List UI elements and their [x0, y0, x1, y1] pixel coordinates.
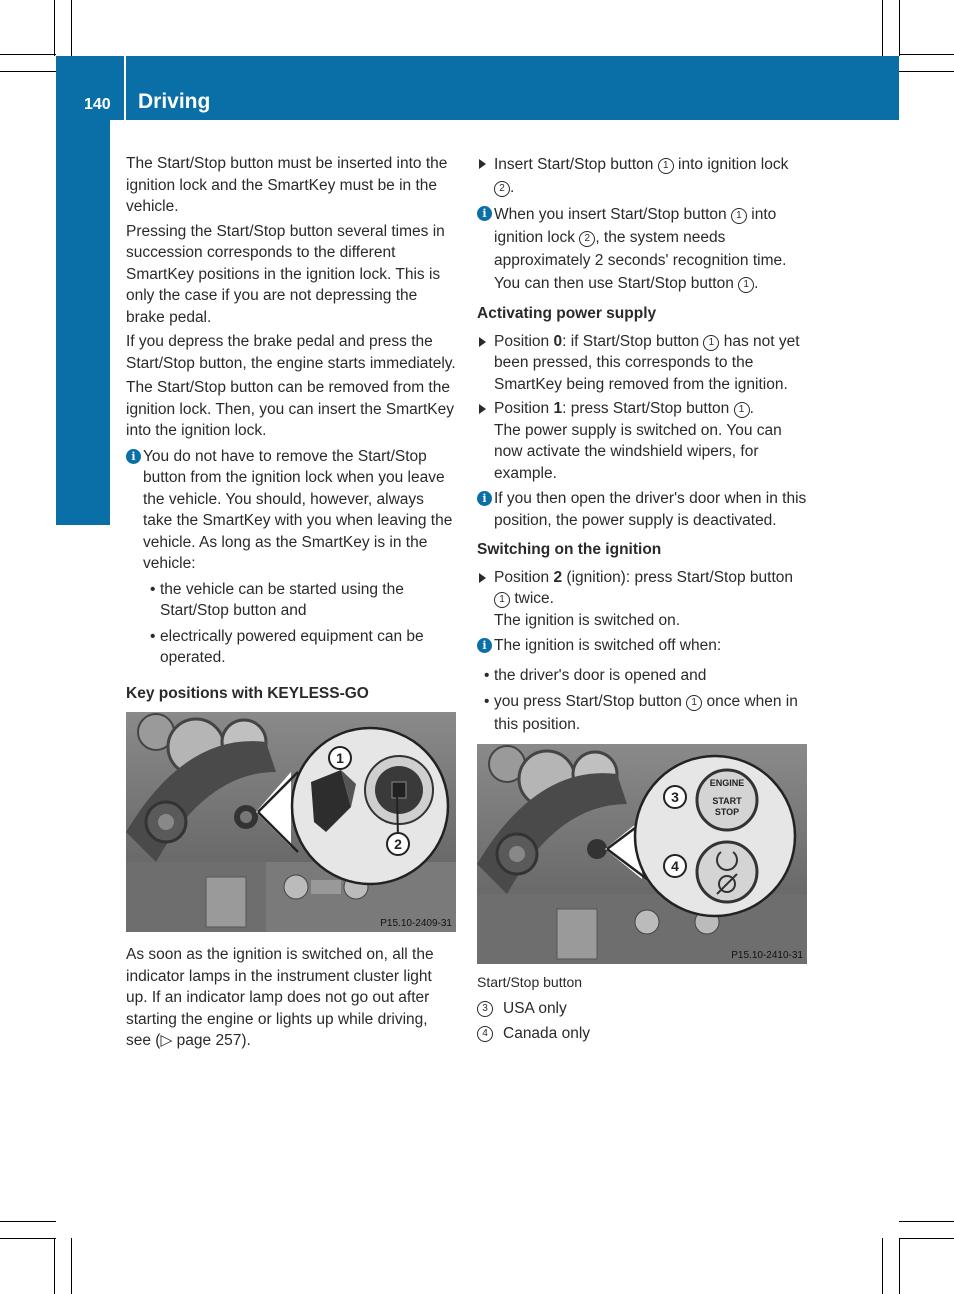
- step-text: Position: [494, 400, 550, 417]
- section-heading: Key positions with KEYLESS-GO: [126, 684, 369, 702]
- list-item: • the vehicle can be started using the Start/Stop button and: [150, 580, 404, 619]
- step-text: : if Start/Stop button: [562, 332, 700, 350]
- step-text: twice.: [514, 590, 554, 607]
- position-number: 2: [553, 568, 563, 586]
- marker-1-icon: 1: [494, 592, 510, 608]
- list-item-text: you press Start/Stop button: [494, 693, 682, 710]
- paragraph: Pressing the Start/Stop button several times in succession corresponds to the different SmartKey positions in the ignition lock. This is only the case if you are not depressing the brake pedal.: [126, 222, 445, 326]
- step-text: (ignition): press Start/Stop button: [566, 568, 793, 586]
- info-text: The ignition is switched off when:: [494, 637, 722, 654]
- step-text: Insert Start/Stop button: [494, 156, 654, 173]
- section-heading: Switching on the ignition: [477, 541, 662, 558]
- paragraph: As soon as the ignition is switched on, all the indicator lamps in the instrument cluster light up. If an indicator lamp does not go out after starting the engine or lights up while driving, see (▷ page 257).: [126, 946, 434, 1049]
- instruction-step: Position 1: press Start/Stop button 1 . The power supply is switched on. You can now activate the windshield wipers, for example.: [477, 398, 807, 484]
- step-arrow-icon: [479, 573, 486, 583]
- step-result: The power supply is switched on. You can now activate the windshield wipers, for example.: [494, 421, 782, 482]
- marker-1-icon: 1: [703, 335, 719, 351]
- marker-3: 3: [671, 789, 679, 805]
- info-icon: i: [477, 491, 492, 506]
- step-arrow-icon: [479, 159, 486, 169]
- list-item-text: the vehicle can be started using the Start/Stop button and: [160, 580, 404, 619]
- crop-mark: [0, 1221, 56, 1222]
- side-tab-label: Driving and parking: [69, 250, 96, 480]
- list-item-text: the driver's door is opened and: [494, 666, 707, 684]
- crop-mark: [899, 54, 954, 55]
- info-icon: i: [126, 449, 141, 464]
- start-stop-illustration: [477, 744, 807, 964]
- instruction-step: Insert Start/Stop button 1 into ignition lock 2 .: [477, 153, 807, 199]
- marker-1-icon: 1: [686, 695, 702, 711]
- legend-item: [477, 1023, 807, 1045]
- marker-1: 1: [336, 750, 344, 766]
- crop-mark: [882, 0, 883, 56]
- info-text: You do not have to remove the Start/Stop button from the ignition lock when you leave the vehicle. You should, however, always take the SmartKey with you when leaving the vehicle. As long as the SmartKey is in the vehicle:: [143, 447, 453, 572]
- step-text: Position: [494, 568, 550, 586]
- paragraph: The Start/Stop button must be inserted into the ignition lock and the SmartKey must be in the vehicle.: [126, 155, 448, 215]
- start-label: START: [712, 796, 742, 806]
- legend-item: [477, 998, 807, 1020]
- start-stop-figure: [477, 744, 807, 964]
- step-result: The ignition is switched on.: [494, 611, 681, 629]
- info-text: If you then open the driver's door when in this position, the power supply is deactivated.: [494, 490, 807, 529]
- list-item: • electrically powered equipment can be operated.: [150, 627, 424, 666]
- figure-caption: Start/Stop button: [477, 974, 583, 990]
- info-icon: i: [477, 206, 492, 221]
- crop-mark: [0, 54, 56, 55]
- page-number: 140: [84, 96, 111, 113]
- step-text: Position: [494, 332, 550, 350]
- crop-mark: [882, 1238, 883, 1294]
- info-note: [477, 488, 807, 531]
- stop-label: STOP: [714, 807, 740, 817]
- legend-text: Canada only: [503, 1025, 591, 1042]
- info-note: i When you insert Start/Stop button 1 into ignition lock 2 , the system needs approximately 2 seconds' recognition time. You can then use Start/Stop button 1 .: [477, 203, 807, 295]
- crop-mark: [899, 1238, 954, 1239]
- step-arrow-icon: [479, 337, 486, 347]
- list-item-text: once when in this position.: [494, 693, 798, 733]
- step-text: : press Start/Stop button: [562, 400, 730, 417]
- header-divider: [124, 56, 126, 120]
- list-item: • you press Start/Stop button 1 once when in this position.: [484, 693, 798, 733]
- info-icon: i: [477, 638, 492, 653]
- paragraph: If you depress the brake pedal and press the Start/Stop button, the engine starts immediately.: [126, 333, 456, 372]
- position-number: 1: [553, 400, 563, 417]
- crop-mark: [54, 1238, 55, 1294]
- info-text: When you insert Start/Stop button: [494, 206, 727, 223]
- section-heading: Activating power supply: [477, 305, 657, 322]
- page-header: [56, 56, 899, 120]
- marker-2-icon: 2: [579, 231, 595, 247]
- legend-text: USA only: [503, 999, 567, 1017]
- step-arrow-icon: [479, 404, 486, 414]
- info-text: , the system needs approximately 2 seconds' recognition time. You can then use Start/Stop button: [494, 229, 787, 292]
- marker-4: 4: [671, 858, 679, 874]
- crop-mark: [899, 0, 900, 56]
- crop-mark: [899, 1238, 900, 1294]
- marker-1-icon: 1: [658, 158, 674, 174]
- right-column: [477, 153, 807, 1049]
- list-item-text: electrically powered equipment can be operated.: [160, 627, 424, 666]
- info-note: [477, 635, 807, 657]
- crop-mark: [899, 71, 954, 72]
- ignition-lock-illustration: [126, 712, 456, 932]
- crop-mark: [71, 1238, 72, 1294]
- instruction-step: [477, 331, 807, 396]
- step-text: has not yet been pressed, this corresponds to the SmartKey being removed from the ignition.: [494, 332, 800, 393]
- instruction-step: [477, 567, 807, 632]
- list-item: • the driver's door is opened and: [484, 666, 707, 684]
- engine-label: ENGINE: [709, 778, 745, 788]
- info-text: into ignition lock: [494, 206, 777, 246]
- crop-mark: [54, 0, 55, 56]
- crop-mark: [899, 1221, 954, 1222]
- crop-mark: [0, 1238, 56, 1239]
- figure-code: P15.10-2409-31: [380, 918, 452, 929]
- paragraph: The Start/Stop button can be removed from the ignition lock. Then, you can insert the SmartKey into the ignition lock.: [126, 379, 454, 439]
- marker-1-icon: 1: [738, 277, 754, 293]
- left-column: [126, 153, 456, 1055]
- figure-code: P15.10-2410-31: [731, 950, 803, 961]
- info-note: [126, 446, 456, 669]
- marker-2-icon: 2: [494, 181, 510, 197]
- marker-3-icon: 3: [477, 1001, 493, 1017]
- marker-4-icon: 4: [477, 1026, 493, 1042]
- section-title: Driving: [138, 90, 211, 113]
- marker-2: 2: [394, 836, 402, 852]
- marker-1-icon: 1: [731, 208, 747, 224]
- marker-1-icon: 1: [734, 402, 750, 418]
- ignition-lock-figure: [126, 712, 456, 932]
- position-number: 0: [553, 332, 563, 350]
- crop-mark: [0, 71, 56, 72]
- crop-mark: [71, 0, 72, 56]
- step-text: into ignition lock: [678, 156, 789, 173]
